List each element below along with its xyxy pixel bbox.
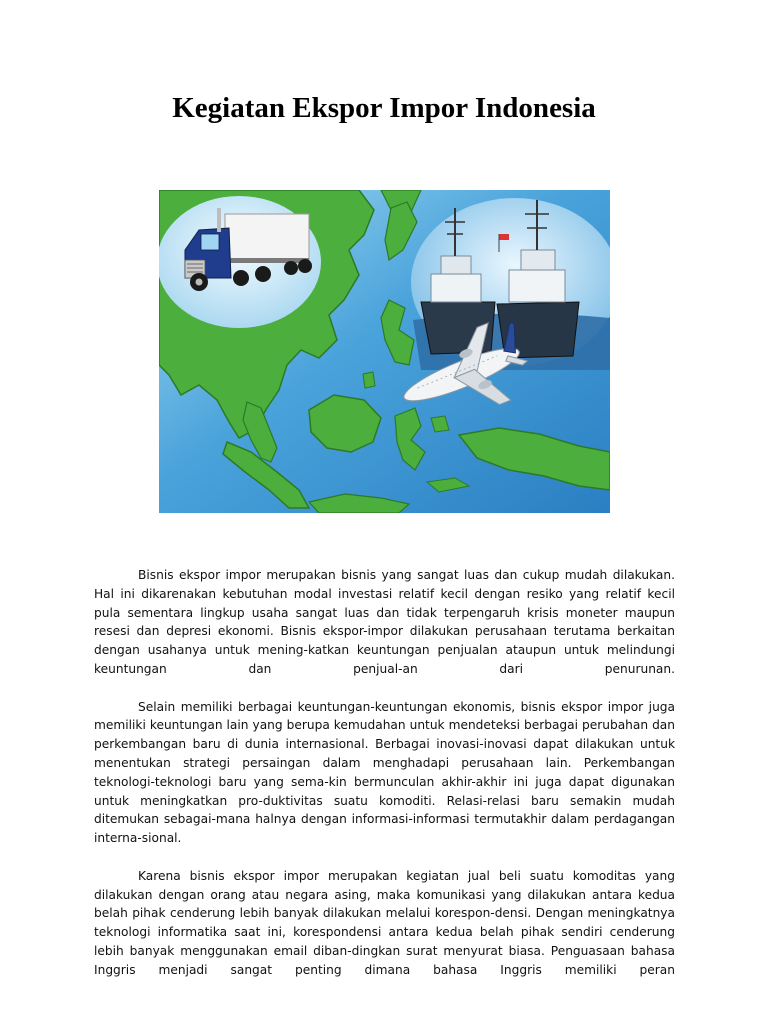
hero-illustration xyxy=(159,190,610,513)
article-body xyxy=(94,566,675,998)
page-title: Kegiatan Ekspor Impor Indonesia xyxy=(172,92,596,124)
truck-icon xyxy=(159,196,321,328)
paragraph: Karena bisnis ekspor impor merupakan kegiatan jual beli suatu komoditas yang dilakukan dengan orang atau negara asing, maka komunikasi yang dilakukan antara kedua belah pihak cenderung lebih banyak dilakukan melalui korespon-densi. Dengan meningkatnya teknologi informatika saat ini, korespondensi antara kedua belah pihak sendiri cenderung lebih banyak menggunakan email diban-dingkan surat menyurat biasa. Penguasaan bahasa Inggris menjadi sangat penting dimana bahasa Inggris memiliki peran xyxy=(94,868,675,977)
paragraph: Bisnis ekspor impor merupakan bisnis yang sangat luas dan cukup mudah dilakukan. Hal ini dikarenakan kebutuhan modal investasi relatif kecil dengan resiko yang relatif kecil pula sementara lingkup usaha sangat luas dan tidak terpengaruh krisis moneter maupun resesi dan depresi ekonomi. Bisnis ekspor-impor dilakukan perusahaan terutama berkaitan dengan usahanya untuk mening-katkan keuntungan penjualan ataupun untuk melindungi keuntungan dan penjual-an dari penurunan. xyxy=(94,568,675,676)
paragraph: Selain memiliki berbagai keuntungan-keuntungan ekonomis, bisnis ekspor impor juga memiliki keuntungan lain yang berupa kemudahan untuk mendeteksi berbagai perubahan dan perkembangan baru di dunia internasional. Berbagai inovasi-inovasi dapat dilakukan untuk menentukan strategi persaingan dalam menghadapi perusahaan lain. Perkembangan teknologi-teknologi baru yang sema-kin bermunculan akhir-akhir ini juga dapat digunakan untuk meningkatkan pro-duktivitas suatu komoditi. Relasi-relasi baru semakin mudah ditemukan sebagai-mana halnya dengan informasi-informasi termutakhir dalam perdagangan interna-sional. xyxy=(94,699,675,846)
